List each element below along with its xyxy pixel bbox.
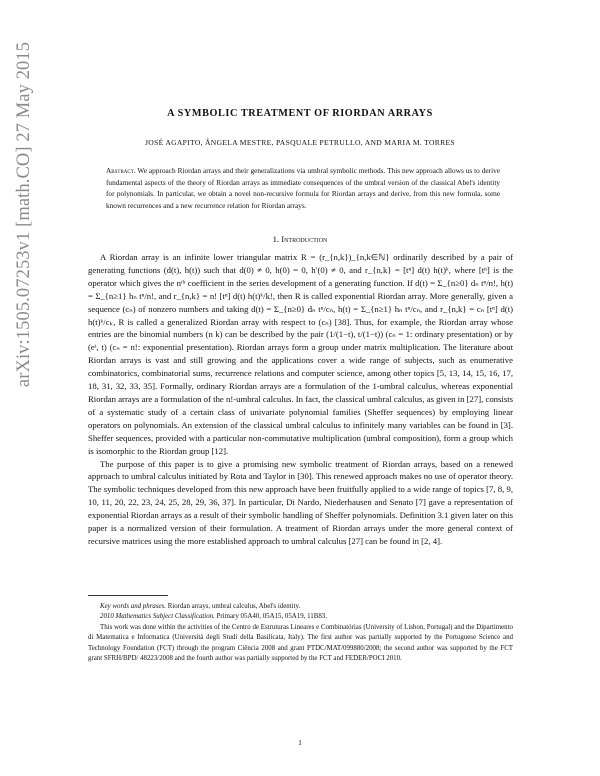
arxiv-sidebar (10, 28, 40, 400)
abstract (106, 165, 500, 212)
section-number: 1. (272, 234, 280, 244)
paragraph-2: The purpose of this paper is to give a promising new symbolic treatment of Riordan arrays, based on a renewed approach to umbral calculus initiated by Rota and Taylor in [30]. This renewed approach makes no use of operator theory. The symbolic techniques developed from this new approach have been fruitfully applied to a wide range of topics [7, 8, 9, 10, 11, 20, 22, 23, 24, 25, 28, 29, 36, 37]. In particular, Di Nardo, Niederhausen and Senato [7] gave a representation of exponential Riordan arrays as a result of their symbolic handling of Sheffer polynomials. Definition 3.1 given later on this paper is a normalized version of their formulation. A treatment of Riordan arrays under the more general context of recursive matrices using the more established approach to umbral calculus [27] can be found in [2, 4]. (88, 458, 513, 546)
keywords-text: Riordan arrays, umbral calculus, Abel's identity. (167, 603, 301, 610)
paper-title: A SYMBOLIC TREATMENT OF RIORDAN ARRAYS (167, 108, 433, 119)
footnote-rule (88, 595, 168, 596)
abstract-text: We approach Riordan arrays and their generalizations via umbral symbolic methods. This new approach allows us to derive fundamental aspects of the theory of Riordan arrays as immediate consequences of the umbral version of the classical Abel's identity for polynomials. In particular, we obtain a novel non-recursive formula for Riordan arrays and derive, from this new formula, some known recurrences and a new recurrence relation for Riordan arrays. (106, 166, 500, 211)
keywords-label: Key words and phrases. (100, 603, 166, 610)
page-number: 1 (298, 738, 302, 747)
msc-note (88, 612, 513, 622)
paragraph-1: A Riordan array is an infinite lower triangular matrix R = (r_{n,k})_{n,k∈ℕ} ordinarily described by a pair of generating functions (d(t), h(t)) such that d(0) ≠ 0, h(0) = 0, h′(0) ≠ 0, and r_{n,k} = [tⁿ] d(t) h(t)ᵏ, where [tⁿ] is the operator which gives the nᵗʰ coefficient in the series development of a generating function. If d(t) = Σ_{n≥0} dₙ tⁿ/n!, h(t) = Σ_{n≥1} hₙ tⁿ/n!, and r_{n,k} = n! [tⁿ] d(t) h(t)ᵏ/k!, then R is called exponential Riordan array. More generally, given a sequence (cₙ) of nonzero numbers and taking d(t) = Σ_{n≥0} dₙ tⁿ/cₙ, h(t) = Σ_{n≥1} hₙ tⁿ/cₙ, and r_{n,k} = cₙ [tⁿ] d(t) h(t)ᵏ/cₖ, R is called a generalized Riordan array with respect to (cₙ) [38]. Thus, for example, the Riordan array whose entries are the binomial numbers (n k) can be described by the pair (1/(1−t), t/(1−t)) (cₙ = 1: ordinary presentation) or by (eᵗ, t) (cₙ = n!: exponential presentation). Riordan arrays form a group under matrix multiplication. The literature about Riordan arrays is vast and still growing and the applications cover a wide range of subjects, such as enumerative combinatorics, combinatorial sums, recurrence relations and computer science, among other topics [5, 13, 14, 15, 16, 17, 18, 31, 32, 33, 35]. Formally, ordinary Riordan arrays are a formulation of the 1-umbral calculus, whereas exponential Riordan arrays are a formulation of the n!-umbral calculus. In fact, the classical umbral calculus, as given in [27], consists of a systematic study of a certain class of univariate polynomial families (Sheffer sequences) by employing linear operators on polynomials. An extension of the classical umbral calculus to infinitely many variables can be found in [3]. Sheffer sequences, provided with a particular non-commutative multiplication (umbral composition), form a group which is isomorphic to the Riordan group [12]. (88, 252, 513, 456)
msc-text: Primary 05A40, 05A15, 05A19, 11B83. (216, 613, 327, 621)
keywords-note (88, 602, 513, 612)
msc-label: 2010 Mathematics Subject Classification. (100, 613, 215, 621)
section-heading (0, 234, 600, 244)
section-title: Introduction (281, 234, 328, 244)
abstract-label: Abstract. (106, 166, 136, 175)
arxiv-id: arXiv:1505.07253v1 [math.CO] 27 May 2015 (14, 41, 35, 387)
funding-note: This work was done within the activities of the Centro de Estruturas Lineares e Combinatórias (University of Lisbon, Portugal) and the Dipartimento di Matematica e Informatica (Università degli Studi della Basilicata, Italy). The first author was partially supported by the Portuguese Science and Technology Foundation (FCT) through the program Ciência 2008 and grant PTDC/MAT/099880/2008; the second author was supported by the FCT grant SFRH/BPD/ 48223/2008 and the fourth author was partially supported by the FCT and FEDER/POCI 2010. (88, 623, 513, 663)
paper-authors: JOSÉ AGAPITO, ÂNGELA MESTRE, PASQUALE PETRULLO, AND MARIA M. TORRES (145, 138, 455, 147)
footnotes (88, 602, 513, 664)
body-text (88, 251, 513, 548)
